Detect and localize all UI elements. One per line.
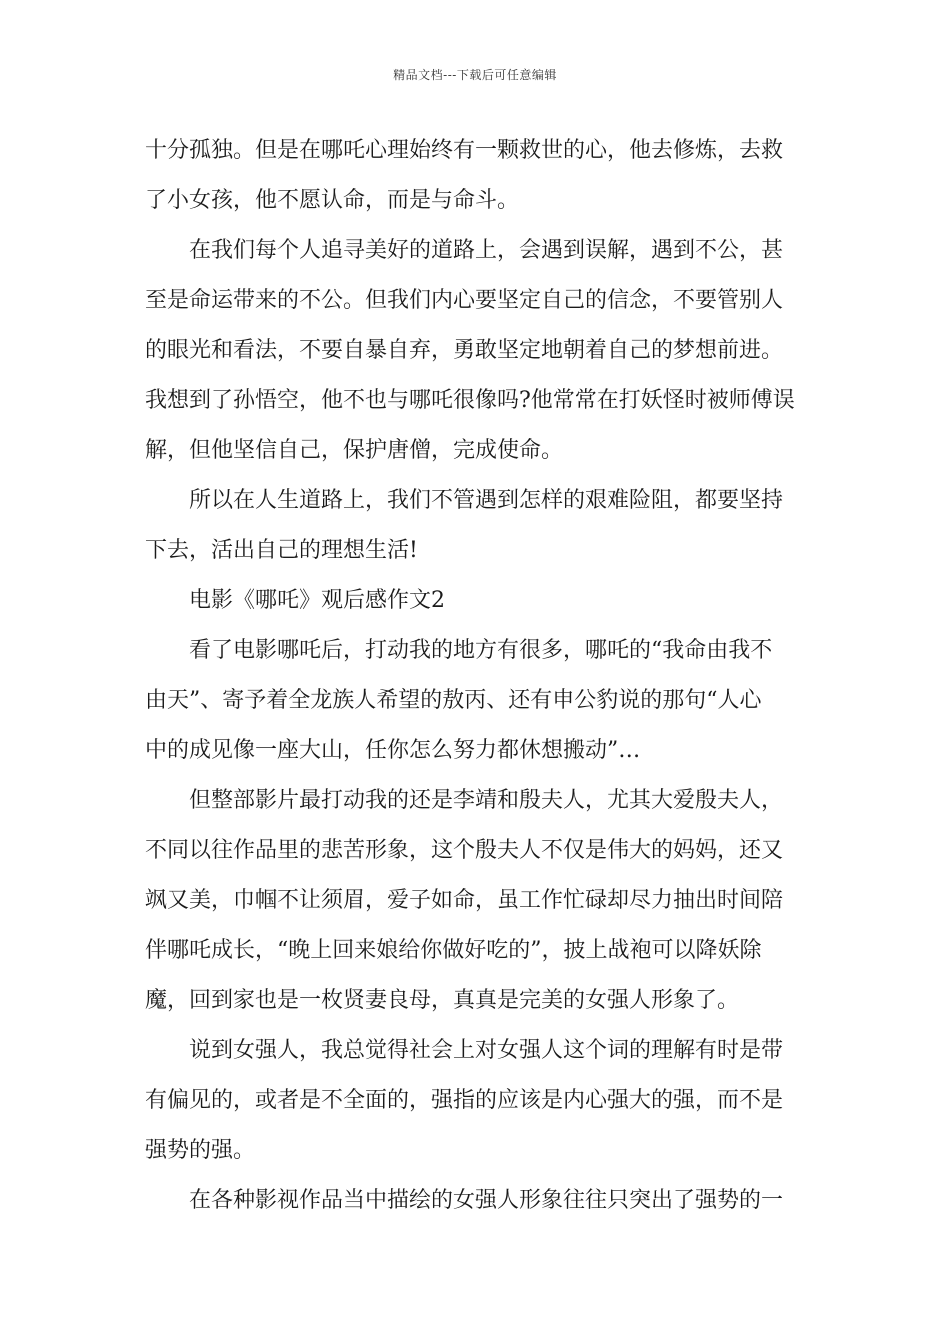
page-header: 精品文档---下载后可任意编辑 xyxy=(393,68,557,82)
text-line: 说到女强人，我总觉得社会上对女强人这个词的理解有时是带 xyxy=(189,1038,784,1063)
text-line: 强势的强。 xyxy=(145,1138,256,1163)
text-line: 不同以往作品里的悲苦形象，这个殷夫人不仅是伟大的妈妈，还又 xyxy=(145,838,784,863)
text-line: 看了电影哪吒后，打动我的地方有很多，哪吒的“我命由我不 xyxy=(189,638,773,663)
text-line: 但整部影片最打动我的还是李靖和殷夫人，尤其大爱殷夫人， xyxy=(189,788,784,813)
text-line: 在我们每个人追寻美好的道路上，会遇到误解，遇到不公，甚 xyxy=(189,238,784,263)
text-line: 飒又美，巾帼不让须眉，爱子如命，虽工作忙碌却尽力抽出时间陪 xyxy=(145,888,784,913)
text-line: 十分孤独。但是在哪吒心理始终有一颗救世的心，他去修炼，去救 xyxy=(145,138,784,163)
text-line: 了小女孩，他不愿认命，而是与命斗。 xyxy=(145,188,520,213)
text-line: 所以在人生道路上，我们不管遇到怎样的艰难险阻，都要坚持 xyxy=(189,488,784,513)
text-lines xyxy=(145,126,807,1226)
text-line: 的眼光和看法，不要自暴自弃，勇敢坚定地朝着自己的梦想前进。 xyxy=(145,338,784,363)
document-body xyxy=(145,126,807,1226)
text-line: 解，但他坚信自己，保护唐僧，完成使命。 xyxy=(145,438,564,463)
text-line: 至是命运带来的不公。但我们内心要坚定自己的信念，不要管别人 xyxy=(145,288,784,313)
text-line: 有偏见的，或者是不全面的，强指的应该是内心强大的强，而不是 xyxy=(145,1088,784,1113)
text-line: 中的成见像一座大山，任你怎么努力都休想搬动”… xyxy=(145,738,641,763)
text-line: 我想到了孙悟空，他不也与哪吒很像吗?他常常在打妖怪时被师傅误 xyxy=(145,388,795,413)
text-line: 下去，活出自己的理想生活! xyxy=(145,538,418,563)
text-line: 由天”、寄予着全龙族人希望的敖丙、还有申公豹说的那句“人心 xyxy=(145,688,762,713)
section-heading: 电影《哪吒》观后感作文2 xyxy=(189,588,445,613)
text-line: 在各种影视作品当中描绘的女强人形象往往只突出了强势的一 xyxy=(189,1188,784,1213)
text-line: 魔，回到家也是一枚贤妻良母，真真是完美的女强人形象了。 xyxy=(145,988,740,1013)
text-line: 伴哪吒成长，“晚上回来娘给你做好吃的”，披上战袍可以降妖除 xyxy=(145,938,762,963)
